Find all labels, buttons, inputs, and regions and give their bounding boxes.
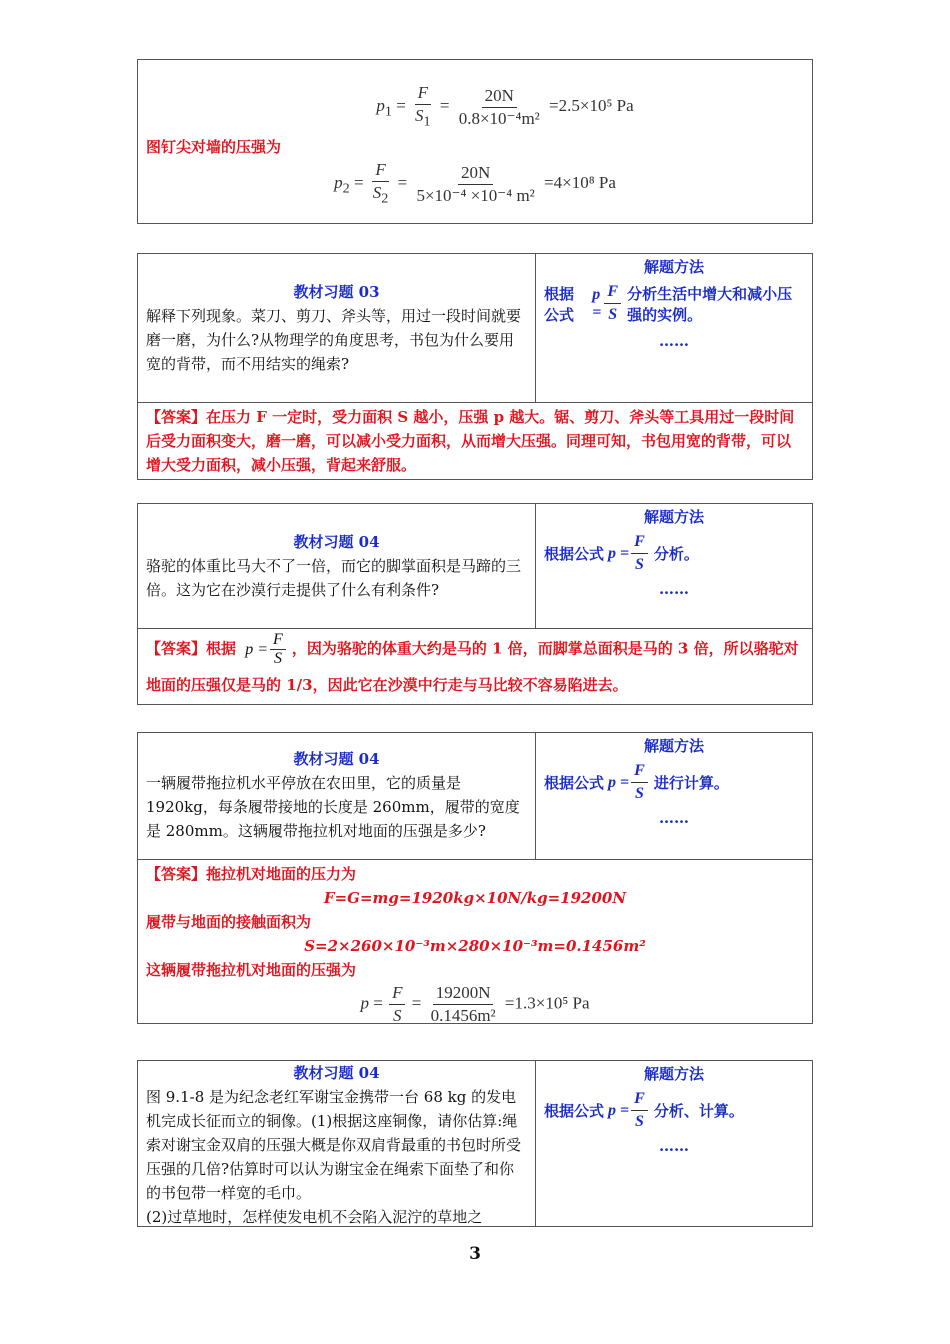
equation-tractor-pressure: p = $\frac{F}{S}$ = $\frac{19200N}{\text{0.1456m²}}$ =1.3×10⁵ Pa (360, 983, 590, 1025)
method-dots: …… (659, 580, 689, 598)
answer-line-1: 【答案】拖拉机对地面的压力为 (146, 865, 357, 883)
calc-box-1 (137, 59, 813, 224)
answer-line-2: 履带与地面的接触面积为 (146, 913, 312, 931)
exercise-title: 教材习题 04 (293, 750, 380, 768)
method-text: 根据公式 p = $\frac{F}{S}$ 分析。 (544, 533, 699, 573)
exercise-box-04c (137, 1060, 813, 1227)
method-dots: …… (659, 809, 689, 827)
exercise-question-2: (2)过草地时，怎样使发电机不会陷入泥泞的草地之 (146, 1208, 483, 1226)
answer-text: 【答案】在压力 F 一定时，受力面积 S 越小，压强 p 越大。锯、剪刀、斧头等工具用过一段时间后受力面积变大，磨一磨，可以减小受力面积，从而增大压强。同理可知，书包用宽的背带，可以增大受力面积，减小压强，背起来舒服。 (138, 402, 812, 479)
method-text: 根据公式 p = $\frac{F}{S}$ 分析生活中增大和减小压强的实例。 (544, 283, 793, 324)
exercise-question: 图 9.1-8 是为纪念老红军谢宝金携带一台 68 kg 的发电机完成长征而立的铜像。(1)根据这座铜像，请你估算:绳索对谢宝金双肩的压强大概是你双肩背最重的书包时所受压强的几倍?估算时可以认为谢宝金在绳索下面垫了和你的书包带一样宽的毛巾。 (146, 1088, 522, 1202)
exercise-title: 教材习题 04 (293, 533, 380, 551)
method-text: 根据公式 p = $\frac{F}{S}$ 分析、计算。 (544, 1090, 744, 1130)
exercise-title: 教材习题 04 (293, 1064, 380, 1082)
method-title: 解题方法 (643, 508, 704, 526)
answer-text: 【答案】根据 p = $\frac{F}{S}$ ，因为骆驼的体重大约是马的 1 倍，而脚掌总面积是马的 3 倍，所以骆驼对地面的压强仅是马的 1/3，因此它在沙漠中行走与马比较不容易陷进去。 (138, 628, 812, 704)
equation-p1: $p_1$ = $\frac{F}{S_1}$ = $\frac{20N}{\text{0.8×10⁻⁴m²}}$ =2.5×10⁵ Pa (376, 83, 634, 130)
exercise-title: 教材习题 03 (293, 283, 380, 301)
method-title: 解题方法 (643, 1065, 704, 1083)
method-dots: …… (659, 1137, 689, 1155)
exercise-box-03 (137, 253, 813, 480)
exercise-question: 解释下列现象。菜刀、剪刀、斧头等，用过一段时间就要磨一磨，为什么?从物理学的角度思考，书包为什么要用宽的背带，而不用结实的绳索? (146, 307, 522, 373)
method-text: 根据公式 p = $\frac{F}{S}$ 进行计算。 (544, 762, 729, 802)
page-number: 3 (469, 1244, 481, 1264)
pressure-label: 图钉尖对墙的压强为 (146, 138, 282, 157)
answer-block (138, 859, 812, 1023)
exercise-question: 骆驼的体重比马大不了一倍，而它的脚掌面积是马蹄的三倍。这为它在沙漠行走提供了什么有利条件? (146, 557, 522, 599)
exercise-box-04b (137, 732, 813, 1024)
exercise-box-04a (137, 503, 813, 705)
answer-line-3: 这辆履带拖拉机对地面的压强为 (146, 961, 357, 979)
equation-p2: $p_2$ = $\frac{F}{S_2}$ = $\frac{20N}{\text{5×10⁻⁴ ×10⁻⁴ m²}}$ =4×10⁸ Pa (334, 160, 616, 207)
answer-area: S=2×260×10⁻³m×280×10⁻³m=0.1456m² (304, 937, 646, 955)
method-title: 解题方法 (643, 258, 704, 276)
method-title: 解题方法 (643, 737, 704, 755)
exercise-question: 一辆履带拖拉机水平停放在农田里，它的质量是 1920kg，每条履带接地的长度是 260mm，履带的宽度是 280mm。这辆履带拖拉机对地面的压强是多少? (146, 774, 520, 840)
method-dots: …… (659, 332, 689, 350)
answer-force: F=G=mg=1920kg×10N/kg=19200N (323, 889, 627, 907)
